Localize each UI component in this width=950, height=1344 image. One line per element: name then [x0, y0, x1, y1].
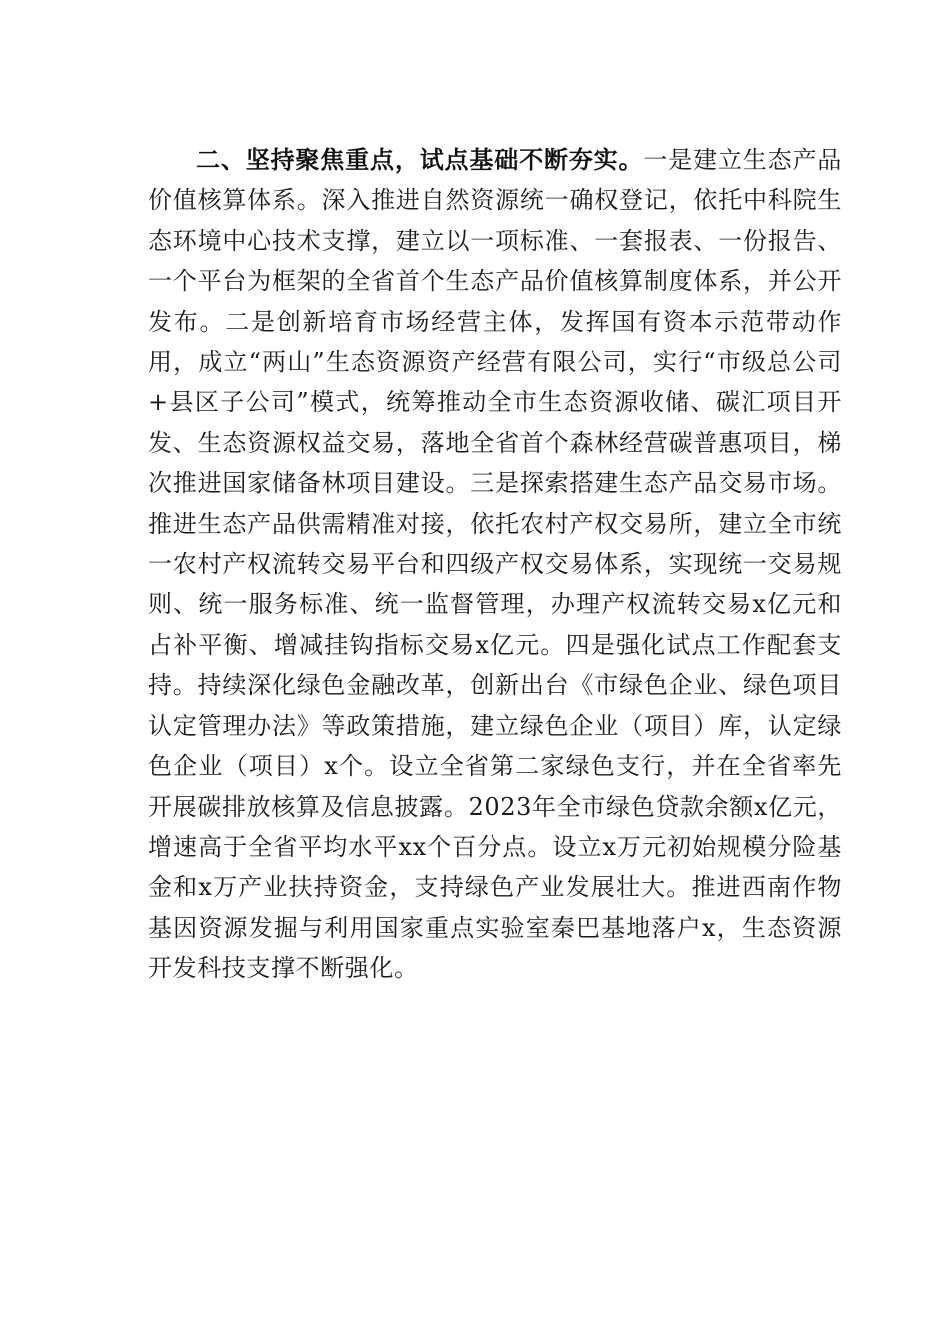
paragraph-text: 一是建立生态产品价值核算体系。深入推进自然资源统一确权登记，依托中科院生态环境中心技术支撑，建立以一项标准、一套报表、一份报告、一个平台为框架的全省首个生态产品价值核算制度体系，并公开发布。二是创新培育市场经营主体，发挥国有资本示范带动作用，成立“两山”生态资源资产经营有限公司，实行“市级总公司+县区子公司”模式，统筹推动全市生态资源收储、碳汇项目开发、生态资源权益交易，落地全省首个森林经营碳普惠项目，梯次推进国家储备林项目建设。三是探索搭建生态产品交易市场。推进生态产品供需精准对接，依托农村产权交易所，建立全市统一农村产权流转交易平台和四级产权交易体系，实现统一交易规则、统一服务标准、统一监督管理，办理产权流转交易x亿元和占补平衡、增减挂钩指标交易x亿元。四是强化试点工作配套支持。持续深化绿色金融改革，创新出台《市绿色企业、绿色项目认定管理办法》等政策措施，建立绿色企业（项目）库，认定绿色企业（项目）x个。设立全省第二家绿色支行，并在全省率先开展碳排放核算及信息披露。2023年全市绿色贷款余额x亿元，增速高于全省平均水平xx个百分点。设立x万元初始规模分险基金和x万产业扶持资金，支持绿色产业发展壮大。推进西南作物基因资源发掘与利用国家重点实验室秦巴基地落户x，生态资源开发科技支撑不断强化。: [148, 146, 842, 983]
section-heading: 二、坚持聚焦重点，试点基础不断夯实。: [196, 146, 644, 174]
body-paragraph: [148, 140, 842, 989]
